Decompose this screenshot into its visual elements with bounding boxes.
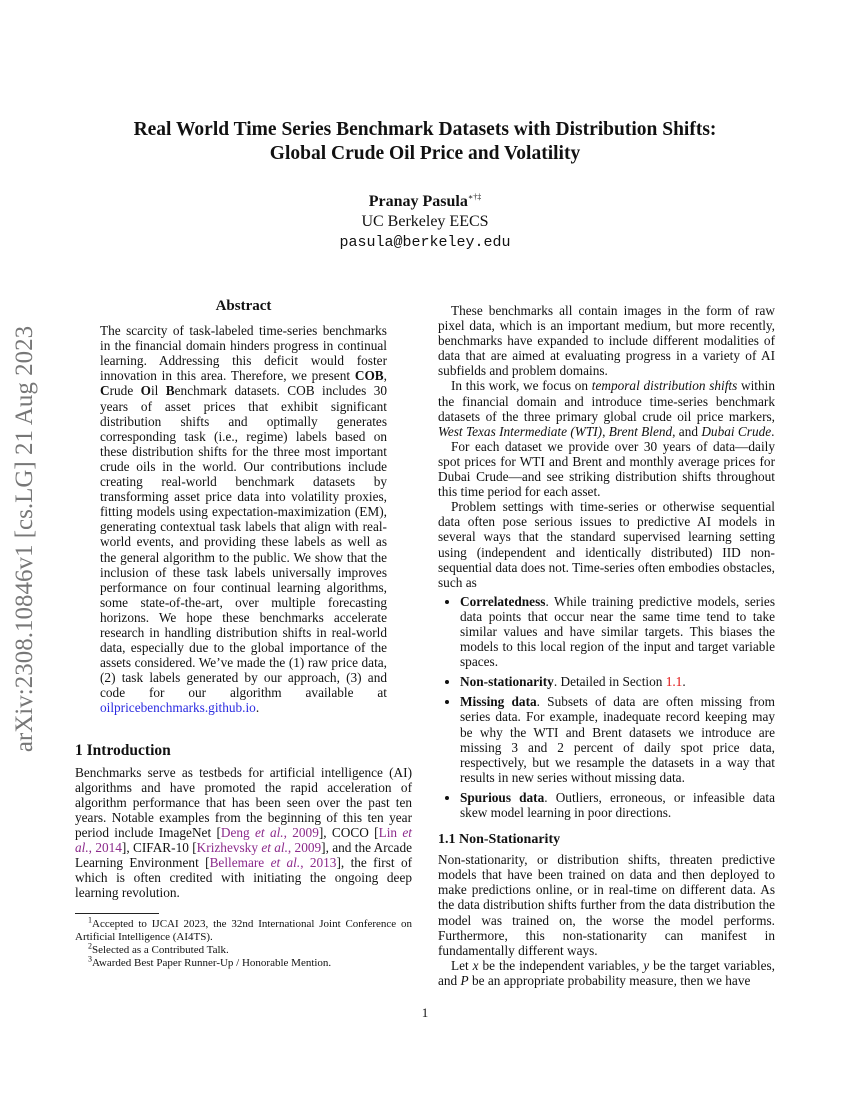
citation-deng[interactable]: Deng et al., 2009 — [220, 825, 319, 840]
paragraph-notation: Let x be the independent variables, y be the target variables, and P be an appropriate probability measure, then we have — [438, 957, 775, 988]
abstract-text: The scarcity of task-labeled time-series benchmarks in the financial domain hinders progress in continual learning. Addressing this deficit would foster innovation in this area. Therefore, we present COB, Crude Oil Benchmark datasets. COB includes 30 years of asset prices that exhibit significant distribution shifts and optimally generates corresponding task (i.e., regime) labels based on these distribution shifts for the three most important crude oils in the world. Our contributions include creating real-world benchmark datasets by transforming asset price data into volatility proxies, fitting models using expectation-maximization (EM), generating contextual task labels that align with real-world events, and providing these labels as well as the general algorithm to the public. We show that the inclusion of these task labels universally improves performance on four continual learning algorithms, some state-of-the-art, over multiple forecasting horizons. We hope these benchmarks accelerate research in handling distribution shifts in real-world data, especially due to the global importance of the assets considered. We’ve made the (1) raw price data, (2) task labels generated by our approach, (3) and code for our algorithm available at oilpricebenchmarks.github.io. — [100, 323, 387, 716]
arxiv-identifier: arXiv:2308.10846v1 [cs.LG] 21 Aug 2023 — [11, 325, 38, 753]
author-name — [0, 193, 850, 211]
list-item-non-stationarity: • Non-stationarity. Detailed in Section 1.1. — [460, 674, 775, 689]
paragraph-non-stationarity: Non-stationarity, or distribution shifts, threaten predictive models that have been trained on data and then deployed to make predictions online, or in real-time on different data. As the data distribution shifts further from the data distribution the model was trained on, the worse the model performs. Furthermore, this non-stationarity can manifest in fundamentally different ways. — [438, 852, 775, 958]
author-name-text: Pranay Pasula — [368, 193, 468, 210]
list-item-missing-data: • Missing data. Subsets of data are often missing from series data. For example, inadequate record keeping may be why the WTI and Brent datasets we introduce are missing 3 and 2 percent of daily spot price data, respectively, but we resample the datasets in a way that results in new series without missing data. — [460, 694, 775, 785]
author-affiliation: UC Berkeley EECS — [361, 213, 489, 230]
obstacles-list — [438, 594, 775, 820]
paragraph-datasets: For each dataset we provide over 30 years of data—daily spot prices for WTI and Brent and monthly average prices for Dubai Crude—and see striking distribution shifts throughout this time period for each asset. — [438, 438, 775, 500]
footnotes — [75, 915, 412, 970]
footnote-1: $^1$Accepted to IJCAI 2023, the 32nd International Joint Conference on Artificial Intelligence (AI4TS). — [75, 915, 412, 943]
paper-title — [0, 118, 850, 166]
footnote-divider — [75, 913, 159, 914]
page-number: 1 — [421, 1005, 429, 1020]
project-link[interactable]: oilpricebenchmarks.github.io — [100, 700, 256, 716]
citation-krizhevsky[interactable]: Krizhevsky et al., 2009 — [196, 840, 322, 856]
paragraph-benchmarks: These benchmarks all contain images in the form of raw pixel data, which is an important medium, but more recently, benchmarks have expanded to include different modalities of data that are aimed at evaluating progress in a variety of AI subfields and problem domains. — [438, 303, 775, 379]
title-line-1: Real World Time Series Benchmark Datasets with Distribution Shifts: — [133, 119, 717, 140]
footnote-2: $^2$Selected as a Contributed Talk. — [88, 941, 229, 956]
title-line-2: Global Crude Oil Price and Volatility — [269, 143, 581, 164]
abstract-heading: Abstract — [215, 298, 272, 314]
footnote-3: $^3$Awarded Best Paper Runner-Up / Honorable Mention. — [88, 954, 332, 969]
introduction-heading: 1 Introduction — [75, 741, 171, 759]
paragraph-focus: In this work, we focus on temporal distribution shifts within the financial domain and introduce time-series benchmark datasets of the three primary global crude oil price markers, West Texas Intermediate (WTI), Brent Blend, and Dubai Crude. — [438, 378, 775, 439]
section-reference[interactable]: 1.1 — [665, 674, 683, 690]
citation-lin[interactable]: Lin et al., 2014 — [75, 825, 412, 856]
introduction-paragraph: Benchmarks serve as testbeds for artificial intelligence (AI) algorithms and have promoted the rapid acceleration of algorithm performance that has been seen over the past ten years. Notable examples from the beginning of this ten year period include ImageNet [Deng et al., 2009], COCO [Lin et al., 2014], CIFAR-10 [Krizhevsky et al., 2009], and the Arcade Learning Environment [Bellemare et al., 2013], the first of which is often credited with initiating the ongoing deep learning revolution. — [75, 764, 413, 901]
author-email[interactable]: pasula@berkeley.edu — [339, 234, 511, 251]
paragraph-problems: Problem settings with time-series or otherwise sequential data often pose serious issues to predictive AI models in several ways that the standard supervised learning setting using (independent and identically distributed) IID non-sequential data does not. Time-series often embodies obstacles, such as — [438, 499, 775, 590]
citation-bellemare[interactable]: Bellemare et al., 2013 — [209, 855, 337, 871]
author-marks: ∗†‡ — [467, 192, 482, 202]
list-item-spurious-data: • Spurious data. Outliers, erroneous, or infeasible data skew model learning in poor directions. — [460, 790, 775, 820]
list-item-correlatedness: • Correlatedness. While training predictive models, series data points that occur near the same time tend to take similar values and have similar targets. This biases the models to this local region of the input and target variable spaces. — [460, 594, 775, 669]
subsection-heading: 1.1 Non-Stationarity — [438, 832, 561, 848]
